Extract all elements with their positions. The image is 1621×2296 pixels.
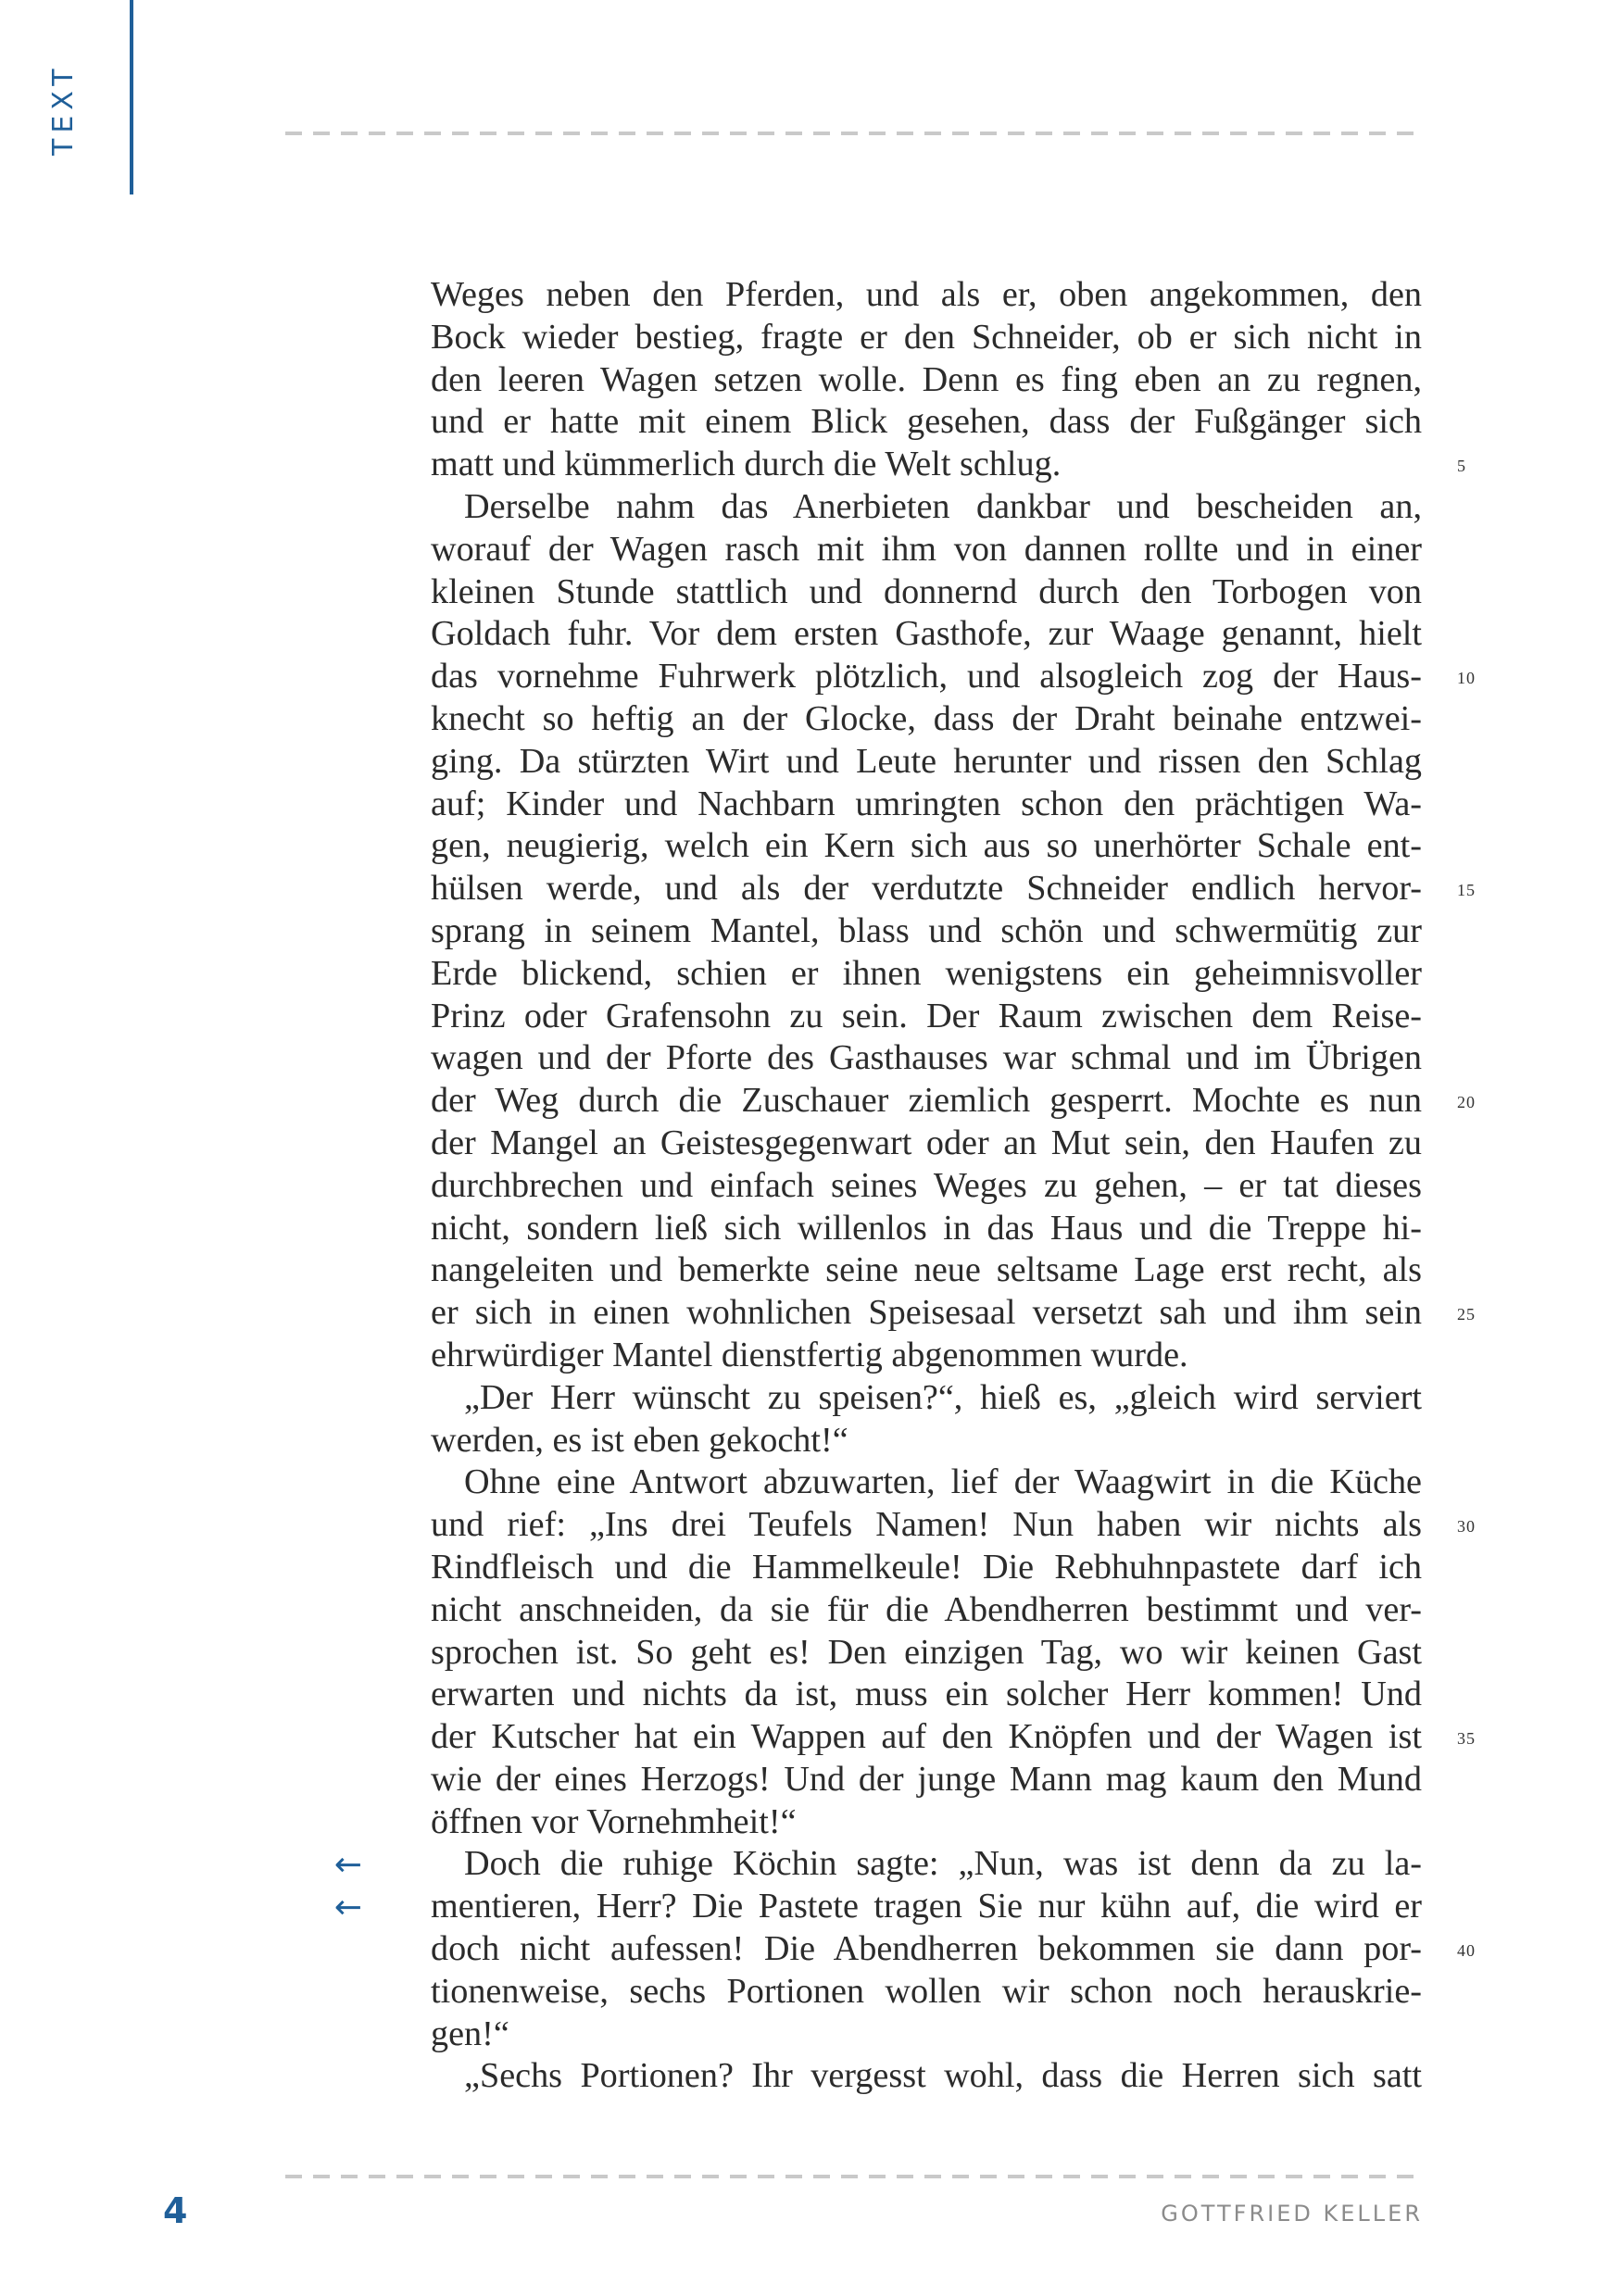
text-line: Weges neben den Pferden, und als er, oben angekommen, den: [431, 275, 1422, 314]
text-line: öffnen vor Vornehmheit!“: [431, 1801, 797, 1841]
text-line: matt und kümmerlich durch die Welt schlug. 5: [431, 444, 1422, 486]
text-line: sprochen ist. So geht es! Den einzigen Tag, wo wir keinen Gast: [431, 1632, 1422, 1672]
text-line: erwarten und nichts da ist, muss ein solcher Herr kommen! Und: [431, 1675, 1422, 1714]
text-line: Goldach fuhr. Vor dem ersten Gasthofe, zur Waage genannt, hielt: [431, 614, 1422, 654]
text-line: Rindfleisch und die Hammelkeule! Die Rebhuhnpastete darf ich: [431, 1547, 1422, 1587]
text-line: durchbrechen und einfach seines Weges zu gehen, – er tat dieses: [431, 1165, 1422, 1205]
line-number: 10: [1457, 669, 1476, 688]
text-line: wie der eines Herzogs! Und der junge Mann mag kaum den Mund: [431, 1759, 1422, 1799]
text-line: Prinz oder Grafensohn zu sein. Der Raum zwischen dem Reise-: [431, 996, 1422, 1035]
text-line: gen!“: [431, 2014, 509, 2053]
text-line: nangeleiten und bemerkte seine neue seltsame Lage erst recht, als: [431, 1250, 1422, 1290]
text-line: Derselbe nahm das Anerbieten dankbar und bescheiden an,: [464, 486, 1422, 526]
text-line: nicht anschneiden, da sie für die Abendherren bestimmt und ver-: [431, 1589, 1422, 1629]
line-number: 35: [1457, 1729, 1476, 1749]
page-number: 4: [163, 2190, 188, 2231]
text-line: ehrwürdiger Mantel dienstfertig abgenommen wurde.: [431, 1335, 1188, 1374]
text-line: hülsen werde, und als der verdutzte Schneider endlich hervor- 15: [431, 868, 1422, 910]
text-line: wagen und der Pforte des Gasthauses war schmal und im Übrigen: [431, 1038, 1422, 1078]
text-line: doch nicht aufessen! Die Abendherren bekommen sie dann por- 40: [431, 1928, 1422, 1971]
text-line: der Weg durch die Zuschauer ziemlich gesperrt. Mochte es nun 20: [431, 1080, 1422, 1123]
side-tab-rule: [130, 0, 133, 194]
main-text-block: [431, 274, 1476, 2098]
text-line: den leeren Wagen setzen wolle. Denn es fing eben an zu regnen,: [431, 359, 1422, 399]
text-line: gen, neugierig, welch ein Kern sich aus so unerhörter Schale ent-: [431, 826, 1422, 866]
top-dashed-divider: [285, 132, 1423, 135]
text-line: er sich in einen wohnlichen Speisesaal versetzt sah und ihm sein 25: [431, 1292, 1422, 1335]
margin-arrow-left-icon: ←: [333, 1846, 363, 1884]
text-line: auf; Kinder und Nachbarn umringten schon den prächtigen Wa-: [431, 784, 1422, 823]
text-line: tionenweise, sechs Portionen wollen wir schon noch herauskrie-: [431, 1971, 1422, 2011]
line-number: 40: [1457, 1941, 1476, 1961]
text-line: ging. Da stürzten Wirt und Leute herunter und rissen den Schlag: [431, 741, 1422, 781]
bottom-dashed-divider: [285, 2175, 1423, 2178]
line-number: 30: [1457, 1517, 1476, 1537]
text-line: der Kutscher hat ein Wappen auf den Knöpfen und der Wagen ist 35: [431, 1716, 1422, 1759]
text-line: und er hatte mit einem Blick gesehen, dass der Fußgänger sich: [431, 402, 1422, 442]
text-line: knecht so heftig an der Glocke, dass der Draht beinahe entzwei-: [431, 698, 1422, 738]
line-number: 25: [1457, 1305, 1476, 1324]
running-footer-author: GOTTFRIED KELLER: [1161, 2201, 1423, 2227]
text-line: „Der Herr wünscht zu speisen?“, hieß es, „gleich wird serviert: [464, 1377, 1422, 1417]
side-tab-label: TEXT: [47, 63, 80, 156]
text-line: das vornehme Fuhrwerk plötzlich, und alsogleich zog der Haus- 10: [431, 656, 1422, 698]
side-tab: [47, 0, 135, 194]
line-number: 15: [1457, 881, 1476, 900]
margin-arrow-left-icon: ←: [333, 1888, 363, 1926]
text-line: Bock wieder bestieg, fragte er den Schneider, ob er sich nicht in: [431, 317, 1422, 357]
text-line: kleinen Stunde stattlich und donnernd durch den Torbogen von: [431, 571, 1422, 611]
text-line: Erde blickend, schien er ihnen wenigstens ein geheimnisvoller: [431, 953, 1422, 993]
text-line: und rief: „Ins drei Teufels Namen! Nun haben wir nichts als 30: [431, 1504, 1422, 1547]
text-line: mentieren, Herr? Die Pastete tragen Sie nur kühn auf, die wird er: [431, 1887, 1422, 1926]
text-line: worauf der Wagen rasch mit ihm von dannen rollte und in einer: [431, 529, 1422, 569]
line-number: 5: [1457, 457, 1466, 476]
text-line: Ohne eine Antwort abzuwarten, lief der Waagwirt in die Küche: [464, 1462, 1422, 1502]
text-line: „Sechs Portionen? Ihr vergesst wohl, dass die Herren sich satt: [464, 2056, 1422, 2096]
text-line: werden, es ist eben gekocht!“: [431, 1420, 848, 1460]
text-line: der Mangel an Geistesgegenwart oder an Mut sein, den Haufen zu: [431, 1123, 1422, 1162]
line-number: 20: [1457, 1093, 1476, 1112]
text-line: sprang in seinem Mantel, blass und schön und schwermütig zur: [431, 910, 1422, 950]
text-line: nicht, sondern ließ sich willenlos in das Haus und die Treppe hi-: [431, 1208, 1422, 1248]
text-line: Doch die ruhige Köchin sagte: „Nun, was ist denn da zu la-: [464, 1844, 1422, 1884]
